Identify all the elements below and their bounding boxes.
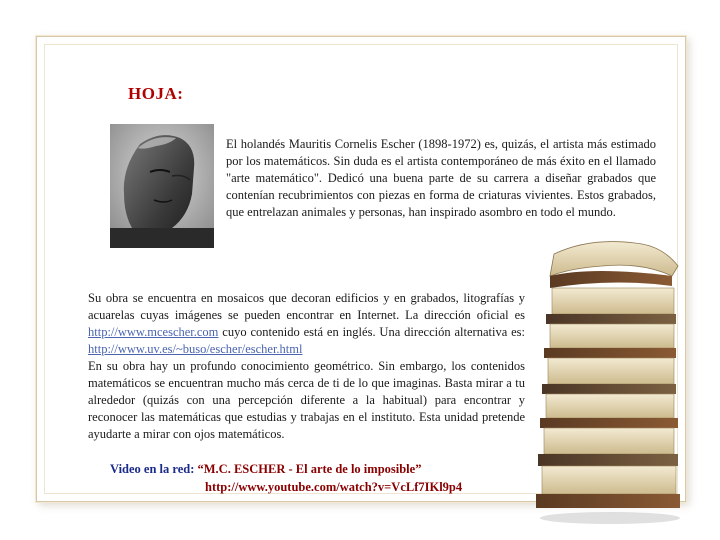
body-text-1: Su obra se encuentra en mosaicos que decoran edificios y en grabados, litografías y acuarelas cuyas imágenes se pueden encontrar en Internet. La dirección oficial es: [88, 291, 525, 322]
video-label: Video en la red:: [110, 462, 198, 476]
alternative-site-link[interactable]: http://www.uv.es/~buso/escher/escher.html: [88, 342, 303, 356]
video-url-link[interactable]: http://www.youtube.com/watch?v=VcLf7IKl9p4: [205, 480, 463, 494]
video-title: “M.C. ESCHER - El arte de lo imposible”: [197, 462, 422, 476]
body-text-2: cuyo contenido está en inglés. Una dirección alternativa es:: [218, 325, 525, 339]
intro-paragraph: El holandés Mauritis Cornelis Escher (1898-1972) es, quizás, el artista más estimado por los matemáticos. Sin duda es el artista contemporáneo de más éxito en el llamado "arte matemático". Dedicó una buena parte de su carrera a diseñar grabados que contenían recubrimientos con piezas en forma de criaturas vivientes. Estos grabados, que entrelazan animales y personas, han inspirado asombro en todo el mundo.: [226, 137, 656, 219]
video-line: [110, 462, 421, 477]
official-site-link[interactable]: http://www.mcescher.com: [88, 325, 219, 339]
slide-title: HOJA:: [128, 84, 184, 103]
body-text-3: En su obra hay un profundo conocimiento geométrico. Sin embargo, los contenidos matemáticos se encuentran mucho más cerca de ti de lo que imaginas. Basta mirar a tu alrededor (quizás con una percepción diferente a la habitual) para encontrar y reconocer las matemáticas que estudias y trabajas en el instituto. Esta unidad pretende ayudarte a mirar con ojos matemáticos.: [88, 359, 525, 441]
body-paragraph: [88, 290, 525, 443]
portrait-photo: [110, 124, 214, 248]
stacked-books-illustration: [532, 236, 682, 526]
